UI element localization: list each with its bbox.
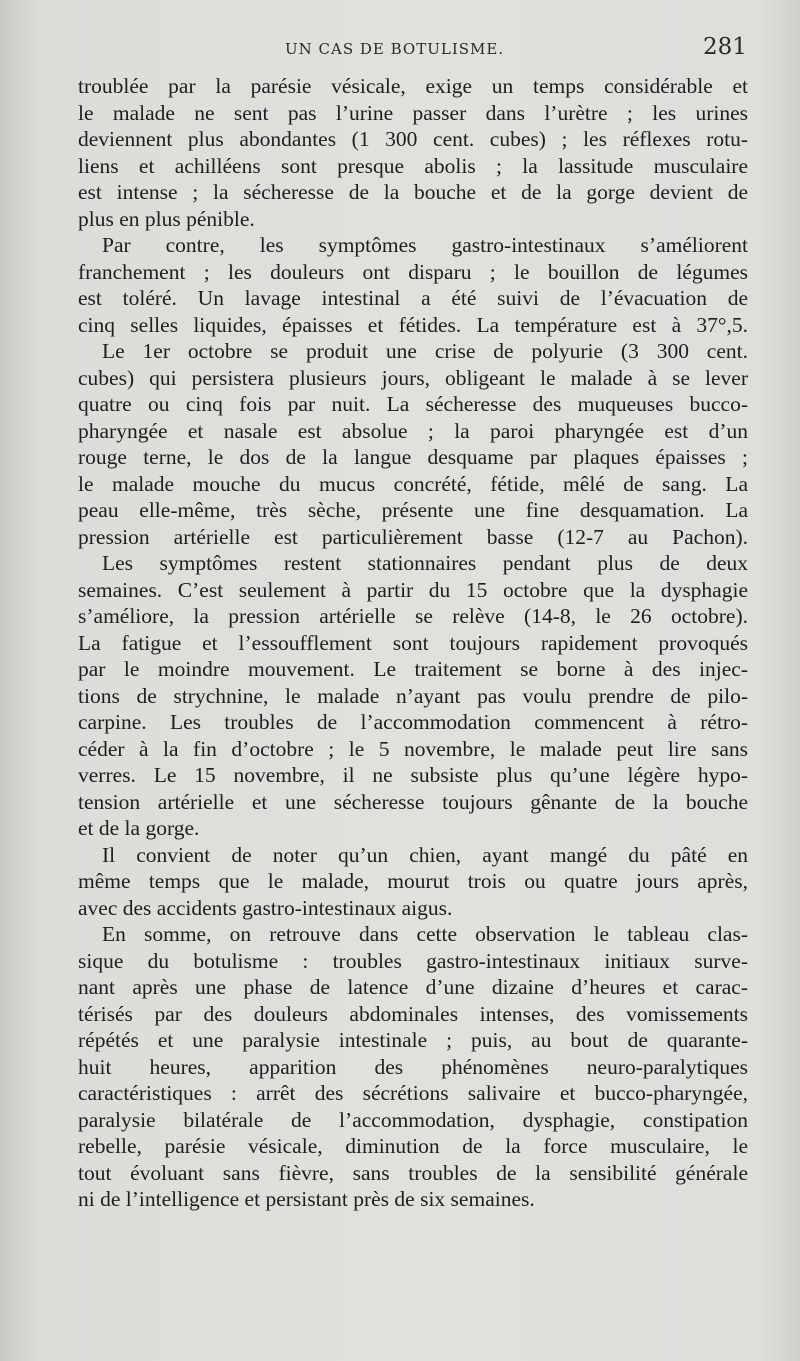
text-line: par le moindre mouvement. Le traitement se borne à des injec-	[78, 657, 748, 681]
text-line: sique du botulisme : troubles gastro-intestinaux initiaux surve-	[78, 948, 748, 973]
text-line: peau elle-même, très sèche, présente une fine desquamation. La	[78, 498, 748, 522]
text-line: rebelle, parésie vésicale, diminution de la force musculaire, le	[78, 1134, 748, 1158]
text-line: semaines. C’est seulement à partir du 15 octobre que la dysphagie	[78, 577, 748, 602]
page-header	[0, 30, 800, 70]
text-line: avec des accidents gastro-intestinaux aigus.	[78, 895, 453, 920]
text-line: le malade mouche du mucus concrété, fétide, mêlé de sang. La	[78, 471, 748, 496]
text-line: paralysie bilatérale de l’accommodation, dysphagie, constipation	[78, 1107, 748, 1132]
text-line: Les symptômes restent stationnaires pendant plus de deux	[102, 551, 748, 575]
text-line: pression artérielle est particulièrement basse (12-7 au Pachon).	[78, 524, 748, 549]
text-line: Le 1er octobre se produit une crise de polyurie (3 300 cent.	[102, 339, 748, 363]
text-line: rouge terne, le dos de la langue desquame par plaques épaisses ;	[78, 445, 748, 469]
text-line: tension artérielle et une sécheresse toujours gênante de la bouche	[78, 789, 748, 814]
text-line: quatre ou cinq fois par nuit. La sécheresse des muqueuses bucco-	[78, 392, 748, 416]
text-line: tions de strychnine, le malade n’ayant pas voulu prendre de pilo-	[78, 683, 748, 708]
text-line: troublée par la parésie vésicale, exige un temps considérable et	[78, 74, 748, 98]
text-line: ni de l’intelligence et persistant près de six semaines.	[78, 1187, 535, 1211]
text-line: et de la gorge.	[78, 816, 200, 840]
page-number: 281	[703, 34, 747, 60]
text-line: La fatigue et l’essoufflement sont toujours rapidement provoqués	[78, 630, 748, 655]
text-line: liens et achilléens sont presque abolis ; la lassitude musculaire	[78, 153, 748, 178]
body-text	[78, 73, 748, 1213]
text-line: En somme, on retrouve dans cette observation le tableau clas-	[102, 922, 748, 946]
text-line: Par contre, les symptômes gastro-intestinaux s’améliorent	[102, 233, 748, 257]
text-line: est toléré. Un lavage intestinal a été suivi de l’évacuation de	[78, 286, 748, 310]
text-line: s’améliore, la pression artérielle se relève (14-8, le 26 octobre).	[78, 604, 748, 628]
text-line: même temps que le malade, mourut trois ou quatre jours après,	[78, 869, 748, 893]
text-line: plus en plus pénible.	[78, 206, 255, 231]
text-line: le malade ne sent pas l’urine passer dans l’urètre ; les urines	[78, 100, 748, 125]
text-line: caractéristiques : arrêt des sécrétions salivaire et bucco-pharyngée,	[78, 1081, 748, 1105]
text-line: deviennent plus abondantes (1 300 cent. cubes) ; les réflexes rotu-	[78, 127, 748, 151]
text-line: céder à la fin d’octobre ; le 5 novembre, le malade peut lire sans	[78, 736, 748, 761]
text-line: répétés et une paralysie intestinale ; puis, au bout de quarante-	[78, 1028, 748, 1052]
text-line: huit heures, apparition des phénomènes neuro-paralytiques	[78, 1054, 748, 1079]
text-line: cubes) qui persistera plusieurs jours, obligeant le malade à se lever	[78, 365, 748, 390]
text-line: nant après une phase de latence d’une dizaine d’heures et carac-	[78, 975, 748, 999]
running-title: UN CAS DE BOTULISME.	[285, 40, 505, 58]
text-line: est intense ; la sécheresse de la bouche et de la gorge devient de	[78, 180, 748, 204]
text-line: Il convient de noter qu’un chien, ayant mangé du pâté en	[102, 842, 748, 867]
text-line: franchement ; les douleurs ont disparu ; le bouillon de légumes	[78, 259, 748, 284]
text-line: tout évoluant sans fièvre, sans troubles de la sensibilité générale	[78, 1160, 748, 1185]
text-line: térisés par des douleurs abdominales intenses, des vomissements	[78, 1001, 748, 1026]
text-line: carpine. Les troubles de l’accommodation commencent à rétro-	[78, 710, 748, 734]
text-line: verres. Le 15 novembre, il ne subsiste plus qu’une légère hypo-	[78, 763, 748, 787]
text-line: cinq selles liquides, épaisses et fétides. La température est à 37°,5.	[78, 312, 748, 337]
text-line: pharyngée et nasale est absolue ; la paroi pharyngée est d’un	[78, 418, 748, 443]
